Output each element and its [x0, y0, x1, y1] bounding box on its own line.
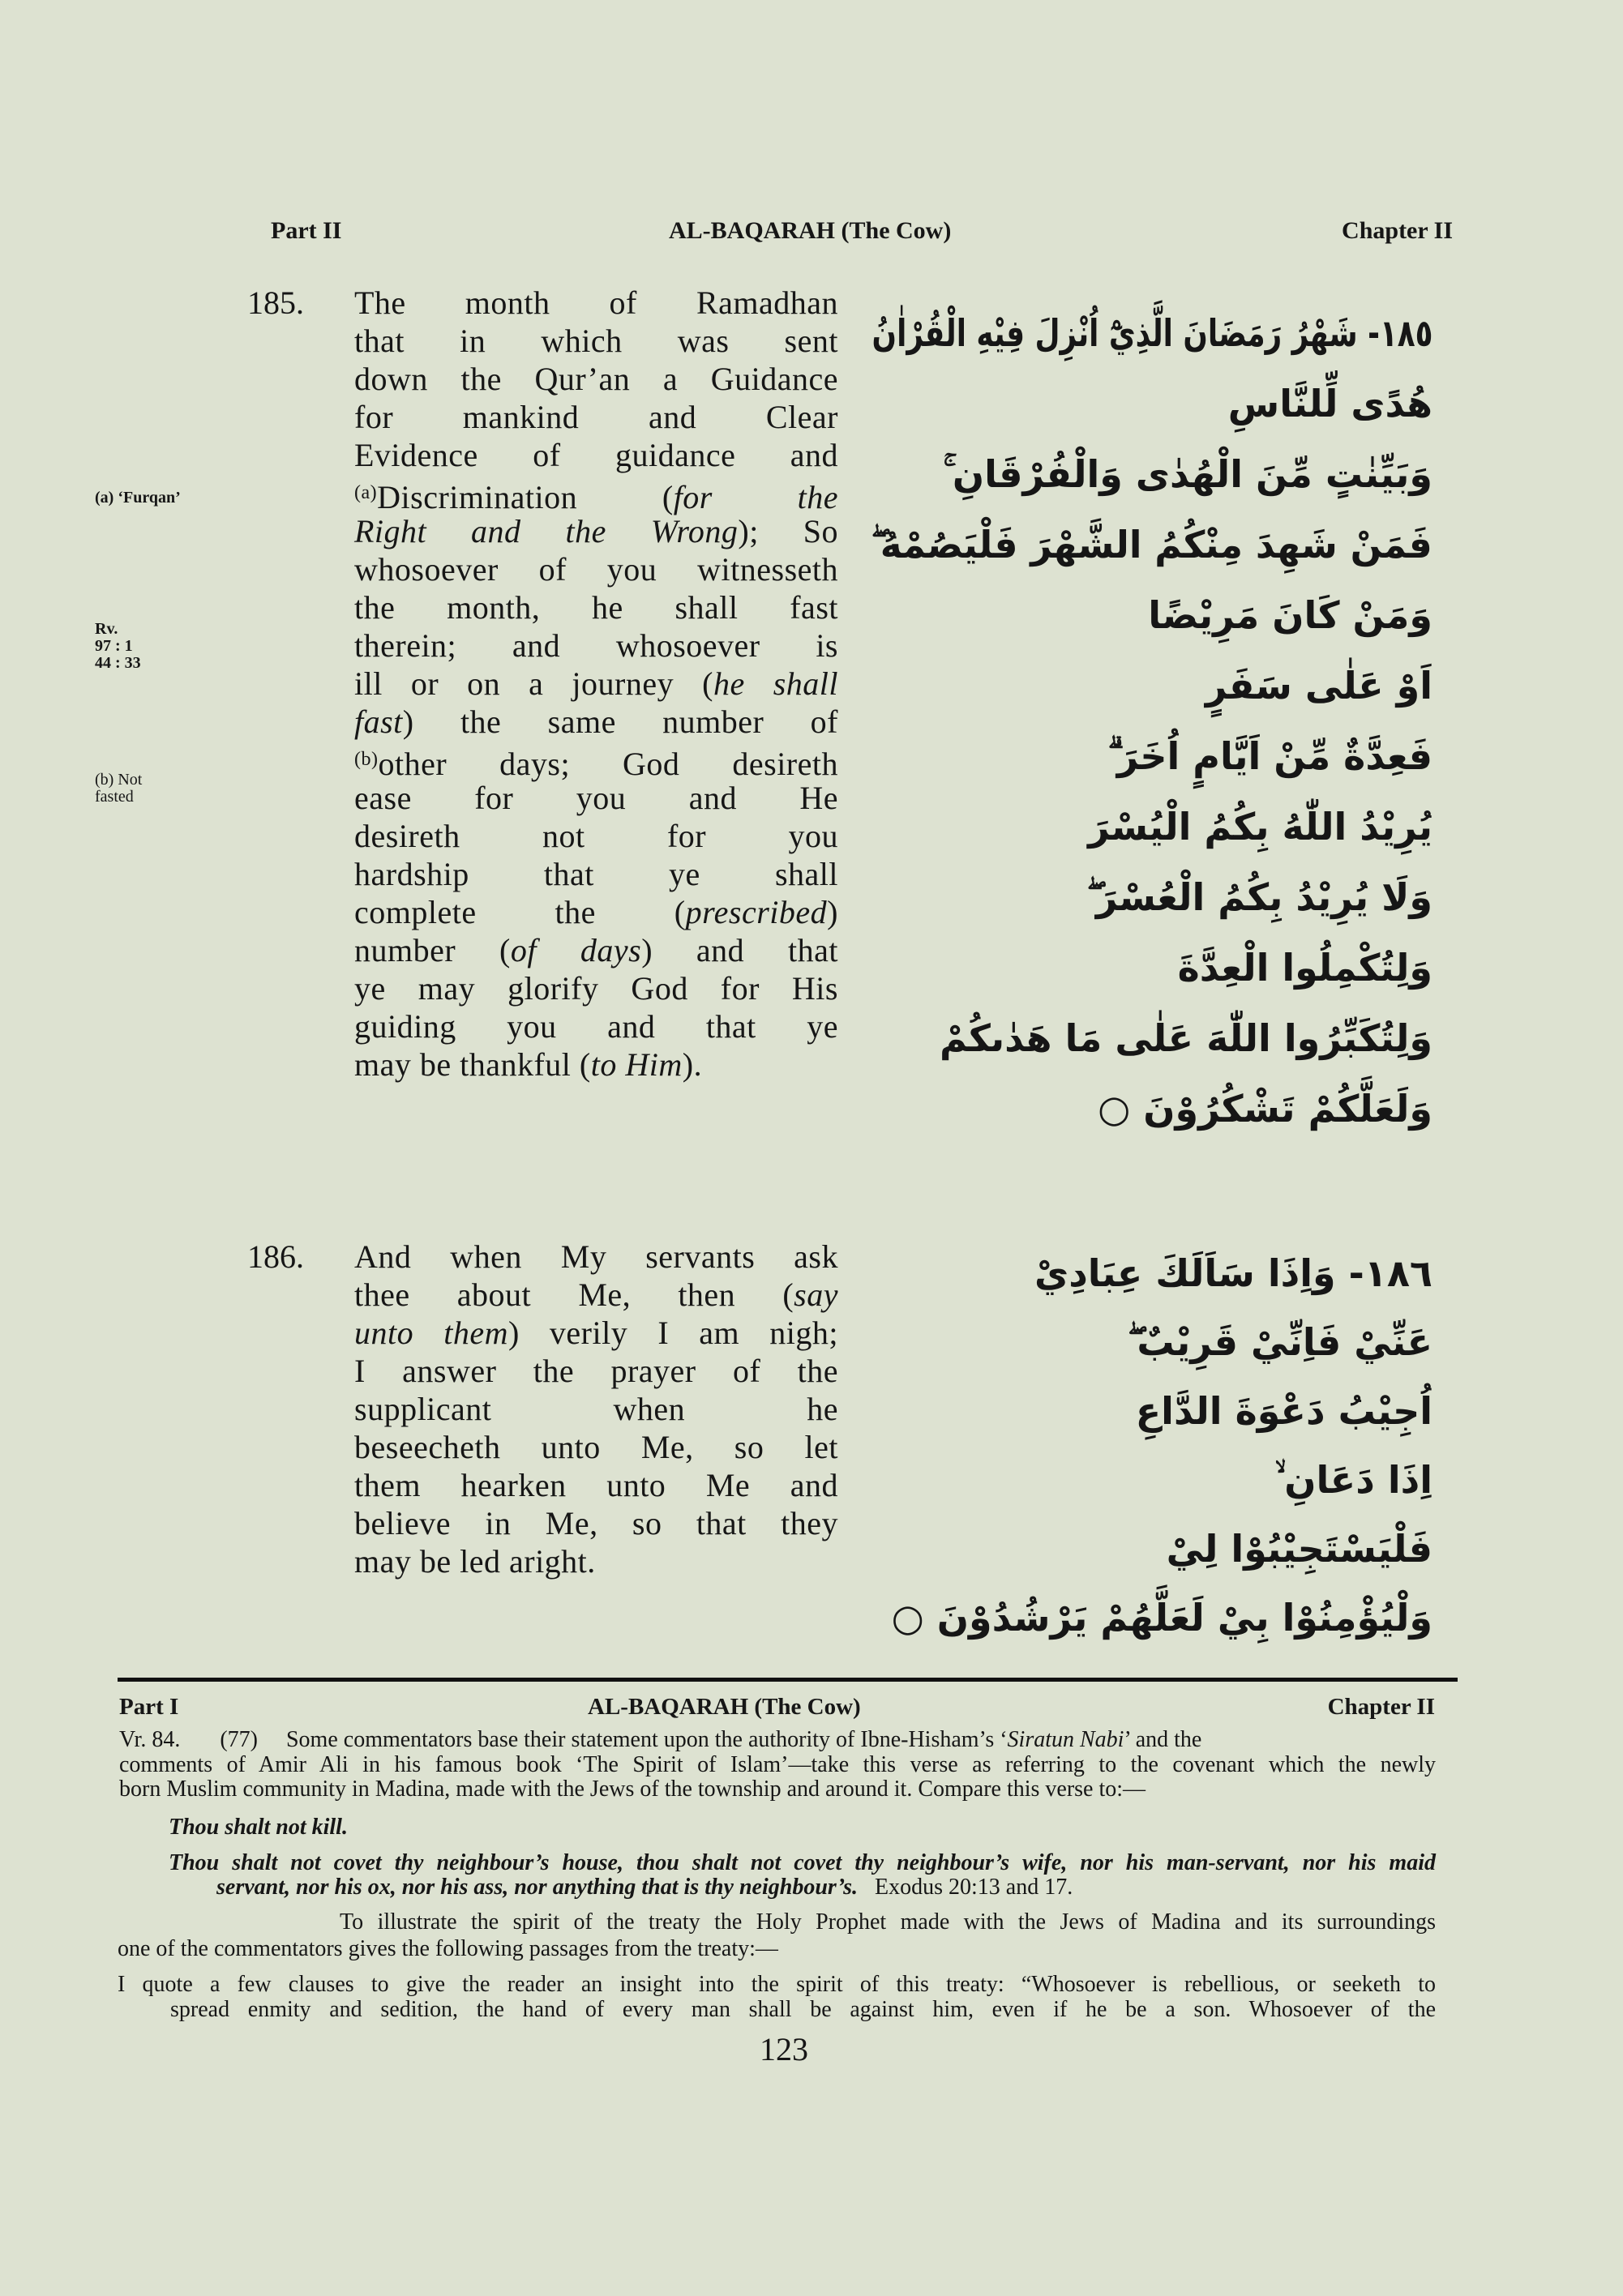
- page-number: 123: [760, 2031, 808, 2067]
- arabic-verse-text: عَنِّيْ فَاِنِّيْ قَرِيْبٌ ۖ: [1127, 1320, 1432, 1364]
- verse-line: [354, 474, 838, 515]
- verse-line: [354, 436, 838, 474]
- arabic-verse-line: [871, 802, 1432, 852]
- margin-note-rv-ref2: 44 : 33: [95, 654, 141, 672]
- arabic-verse-line: [871, 1455, 1432, 1505]
- footnote-divider: [118, 1678, 1458, 1682]
- verse-text: unto them: [354, 1315, 508, 1351]
- verse-text: may be thankful (: [354, 1046, 591, 1083]
- arabic-verse-text: وَلْيُؤْمِنُوْا بِيْ لَعَلَّهُمْ يَرْشُدُوْنَ ○: [891, 1596, 1432, 1640]
- arabic-verse-text: ١٨٦- وَاِذَا سَاَلَكَ عِبَادِيْ: [1034, 1251, 1432, 1295]
- verse-186-english: [354, 1238, 838, 1580]
- verse-line: [354, 703, 838, 741]
- margin-note-furqan: (a) ‘Furqan’: [95, 489, 181, 507]
- margin-note-not-fasted-2: fasted: [95, 788, 134, 806]
- verse-text: And when My servants ask: [354, 1238, 838, 1275]
- footnote-quote-reference: Exodus 20:13 and 17.: [875, 1875, 1073, 1900]
- footnote-marker: (b): [354, 749, 379, 770]
- verse-text: supplicant when he: [354, 1391, 838, 1427]
- verse-text: down the Qur’an a Guidance: [354, 361, 838, 397]
- arabic-verse-line: [871, 661, 1432, 711]
- footnote-quote-1: Thou shalt not kill.: [169, 1815, 348, 1840]
- verse-text: therein; and whosoever is: [354, 627, 838, 664]
- verse-text: of days: [510, 932, 642, 968]
- verse-text: prescribed: [685, 894, 828, 930]
- verse-text: ) verily I am nigh;: [507, 1315, 838, 1351]
- verse-text: ye may glorify God for His: [354, 970, 838, 1007]
- margin-note-rv: Rv.: [95, 620, 118, 638]
- running-head-chapter: Chapter II: [1342, 217, 1453, 244]
- verse-line: [354, 893, 838, 931]
- verse-text: them hearken unto Me and: [354, 1467, 838, 1503]
- verse-line: [354, 588, 838, 626]
- footnote-book-title: Siratun Nabi: [1007, 1727, 1124, 1752]
- verse-text: ).: [682, 1046, 703, 1083]
- verse-text: that in which was sent: [354, 323, 838, 359]
- verse-line: [354, 931, 838, 969]
- verse-text: I answer the prayer of the: [354, 1353, 838, 1389]
- verse-line: [354, 1542, 838, 1580]
- verse-text: fast: [354, 703, 403, 740]
- verse-line: [354, 1314, 838, 1352]
- verse-text: other days; God desireth: [378, 746, 838, 782]
- verse-line: [354, 1504, 838, 1542]
- arabic-verse-text: هُدًى لِّلنَّاسِ: [1227, 382, 1432, 425]
- arabic-verse-line: [871, 1013, 1432, 1063]
- verse-line: [354, 512, 838, 550]
- verse-line: [354, 855, 838, 893]
- verse-line: [354, 741, 838, 782]
- verse-line: [354, 1007, 838, 1045]
- arabic-verse-text: فَعِدَّةٌ مِّنْ اَيَّامٍ اُخَرَ ۗ: [1107, 734, 1432, 778]
- verse-text: Right and the Wrong: [354, 513, 739, 549]
- verse-line: [354, 665, 838, 703]
- arabic-verse-text: ١٨٥- شَهْرُ رَمَضَانَ الَّذِيْٓ اُنْزِلَ فِيْهِ الْقُرْاٰنُ: [871, 311, 1432, 355]
- verse-text: desireth not for you: [354, 818, 838, 854]
- arabic-verse-line: [871, 449, 1432, 499]
- verse-line: [354, 1466, 838, 1504]
- arabic-verse-line: [871, 1386, 1432, 1436]
- verse-line: [354, 1238, 838, 1276]
- arabic-verse-text: وَلِتُكْمِلُوا الْعِدَّةَ: [1177, 946, 1432, 990]
- verse-number-185: 185.: [247, 284, 304, 321]
- margin-note-rv-ref1: 97 : 1: [95, 637, 133, 655]
- arabic-verse-line: [871, 731, 1432, 781]
- verse-text: ill or on a journey (: [354, 665, 713, 702]
- verse-text: The month of Ramadhan: [354, 284, 838, 321]
- footnote-head-part: Part I: [119, 1694, 179, 1720]
- arabic-verse-line: [871, 1084, 1432, 1134]
- verse-line: [354, 1352, 838, 1390]
- verse-line: [354, 398, 838, 436]
- footnote-line-1: [119, 1728, 1436, 1752]
- verse-text: for the: [673, 479, 838, 515]
- verse-line: [354, 360, 838, 398]
- verse-line: [354, 1045, 838, 1084]
- verse-line: [354, 626, 838, 665]
- running-head-title: AL-BAQARAH (The Cow): [669, 217, 952, 244]
- verse-text: guiding you and that ye: [354, 1008, 838, 1045]
- arabic-verse-text: يُرِيْدُ اللّٰهُ بِكُمُ الْيُسْرَ: [1088, 805, 1432, 849]
- verse-line: [354, 779, 838, 817]
- arabic-verse-line: [871, 308, 1432, 358]
- verse-line: [354, 550, 838, 588]
- footnote-text: ’ and the: [1124, 1727, 1202, 1752]
- arabic-verse-text: وَلَا يُرِيْدُ بِكُمُ الْعُسْرَ ۖ: [1086, 875, 1432, 919]
- verse-text: believe in Me, so that they: [354, 1505, 838, 1541]
- verse-text: thee about Me, then (: [354, 1276, 794, 1313]
- verse-line: [354, 1276, 838, 1314]
- verse-text: number (: [354, 932, 511, 968]
- footnote-line-3: born Muslim community in Madina, made with the Jews of the township and around it. Compare this verse to:—: [119, 1777, 1146, 1802]
- verse-text: he shall: [713, 665, 839, 702]
- arabic-verse-text: اُجِيْبُ دَعْوَةَ الدَّاعِ: [1135, 1389, 1432, 1433]
- verse-text: beseecheth unto Me, so let: [354, 1429, 838, 1465]
- arabic-verse-line: [871, 1317, 1432, 1367]
- verse-text: So: [803, 513, 838, 549]
- arabic-verse-text: فَمَنْ شَهِدَ مِنْكُمُ الشَّهْرَ فَلْيَصُمْهُ ۖ: [871, 523, 1432, 567]
- footnote-para2-b: one of the commentators gives the following passages from the treaty:—: [118, 1936, 778, 1961]
- footnote-head-title: AL-BAQARAH (The Cow): [588, 1694, 861, 1720]
- arabic-verse-text: وَمَنْ كَانَ مَرِيْضًا: [1148, 593, 1432, 637]
- arabic-verse-line: [871, 872, 1432, 922]
- footnote-para2-a: To illustrate the spirit of the treaty the Holy Prophet made with the Jews of Madina and its surroundings: [340, 1909, 1436, 1935]
- arabic-verse-line: [871, 519, 1432, 570]
- arabic-verse-text: اَوْ عَلٰى سَفَرٍ: [1205, 664, 1432, 708]
- verse-line: [354, 817, 838, 855]
- arabic-verse-text: فَلْيَسْتَجِيْبُوْا لِيْ: [1166, 1527, 1432, 1571]
- verse-text: ): [827, 894, 838, 930]
- verse-line: [354, 1390, 838, 1428]
- footnote-number: (77): [220, 1727, 258, 1752]
- margin-note-not-fasted: (b) Not: [95, 771, 143, 789]
- verse-text: hardship that ye shall: [354, 856, 838, 892]
- arabic-verse-line: [871, 378, 1432, 429]
- verse-line: [354, 969, 838, 1007]
- verse-text: say: [794, 1276, 838, 1313]
- arabic-verse-line: [871, 590, 1432, 640]
- footnote-marker: (a): [354, 482, 378, 503]
- verse-text: to Him: [590, 1046, 683, 1083]
- arabic-verse-text: اِذَا دَعَانِ ۙ: [1274, 1458, 1432, 1502]
- verse-text: whosoever of you witnesseth: [354, 551, 838, 588]
- footnote-head-chapter: Chapter II: [1327, 1694, 1435, 1720]
- arabic-verse-text: وَبَيِّنٰتٍ مِّنَ الْهُدٰى وَالْفُرْقَانِ ۚ: [943, 452, 1432, 496]
- arabic-verse-line: [871, 1248, 1432, 1298]
- footnote-verse-ref: Vr. 84.: [119, 1727, 181, 1752]
- verse-text: Discrimination (: [377, 479, 674, 515]
- verse-text: may be led aright.: [354, 1543, 596, 1580]
- footnote-line-2: comments of Amir Ali in his famous book ‘The Spirit of Islam’—take this verse as referring to the covenant which the newly: [119, 1752, 1436, 1777]
- verse-text: the month, he shall fast: [354, 589, 838, 626]
- verse-185-english: [354, 284, 838, 1084]
- footnote-quote-2a: Thou shalt not covet thy neighbour’s house, thou shalt not covet thy neighbour’s wife, nor his man-servant, nor his maid: [169, 1850, 1436, 1875]
- footnote-quote-2b: [216, 1875, 1073, 1900]
- verse-text: Evidence of guidance and: [354, 437, 838, 473]
- verse-text: complete the (: [354, 894, 686, 930]
- verse-text: ) the same number of: [402, 703, 838, 740]
- verse-text: for mankind and Clear: [354, 399, 838, 435]
- arabic-verse-text: وَلَعَلَّكُمْ تَشْكُرُوْنَ ○: [1098, 1087, 1432, 1131]
- arabic-verse-line: [871, 1524, 1432, 1574]
- footnote-quote-text: servant, nor his ox, nor his ass, nor anything that is thy neighbour’s.: [216, 1875, 858, 1900]
- running-head-part: Part II: [271, 217, 342, 244]
- footnote-para3-a: I quote a few clauses to give the reader an insight into the spirit of this treaty: “Whosoever is rebellious, or seeketh to: [118, 1972, 1436, 1997]
- verse-text: ease for you and He: [354, 780, 838, 816]
- verse-text: );: [738, 513, 803, 549]
- verse-text: ) and that: [641, 932, 838, 968]
- verse-line: [354, 1428, 838, 1466]
- verse-number-186: 186.: [247, 1238, 304, 1275]
- arabic-verse-text: وَلِتُكَبِّرُوا اللّٰهَ عَلٰى مَا هَدٰىكُمْ: [940, 1016, 1432, 1060]
- footnote-text: Some commentators base their statement upon the authority of Ibne-Hisham’s ‘: [285, 1727, 1008, 1752]
- arabic-verse-line: [871, 1593, 1432, 1643]
- footnote-para3-b: spread enmity and sedition, the hand of every man shall be against him, even if he be a son. Whosoever of the: [170, 1997, 1436, 2022]
- arabic-verse-line: [871, 943, 1432, 993]
